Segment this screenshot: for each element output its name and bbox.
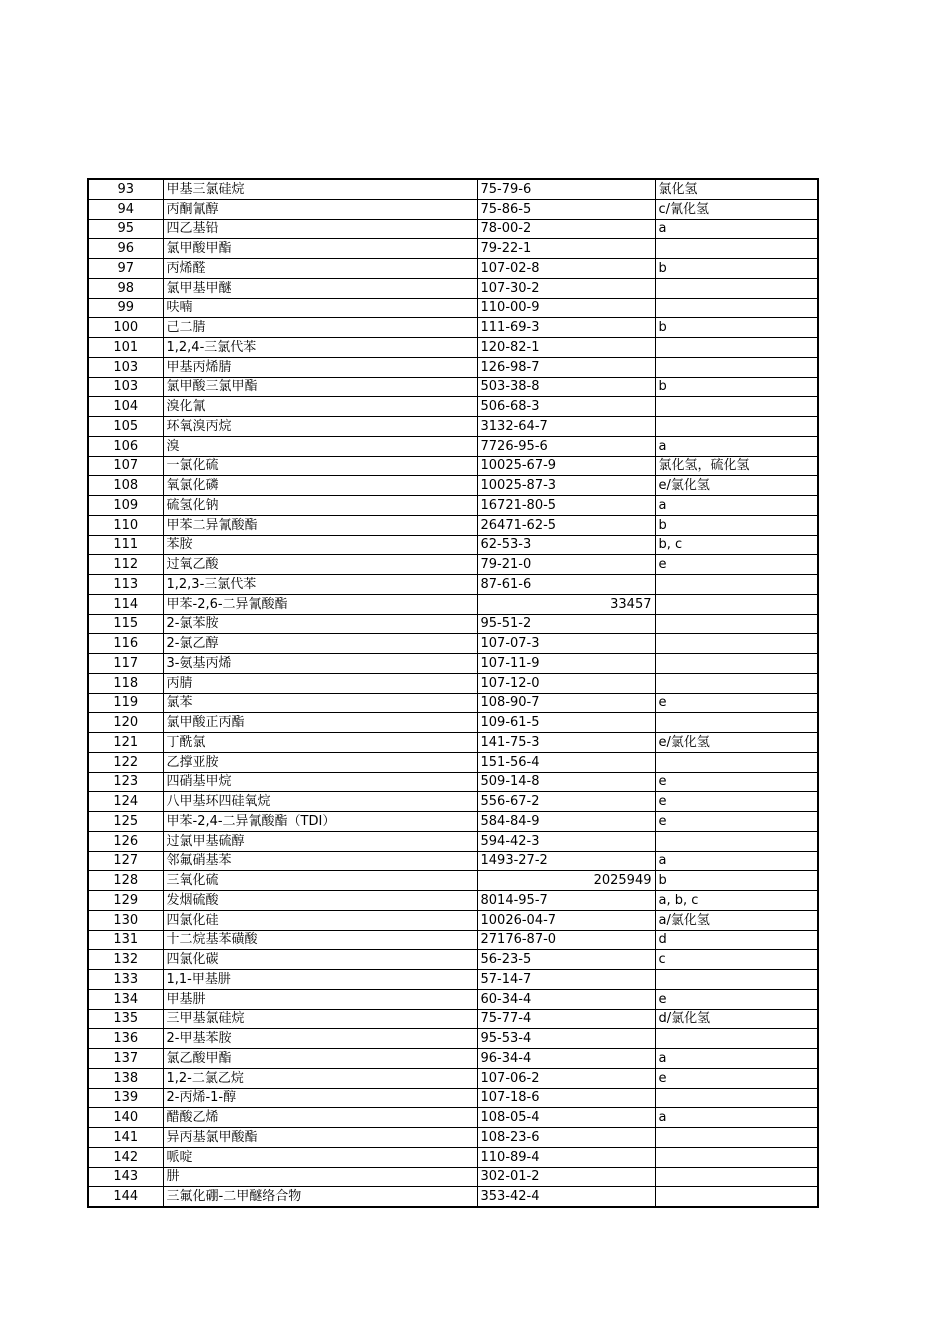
table-row: [88, 693, 818, 713]
row-number-cell: 139: [88, 1088, 163, 1108]
table-row: [88, 496, 818, 516]
chemical-name-cell: 丁酰氯: [163, 733, 477, 753]
note-cell: b: [655, 515, 818, 535]
row-number-cell: 137: [88, 1049, 163, 1069]
chemical-name-cell: 甲苯-2,6-二异氰酸酯: [163, 594, 477, 614]
table-row: [88, 436, 818, 456]
row-number-cell: 112: [88, 555, 163, 575]
row-number-cell: 105: [88, 417, 163, 437]
table-row: [88, 614, 818, 634]
table-row: [88, 1108, 818, 1128]
table-row: [88, 1147, 818, 1167]
cas-number-cell: 110-89-4: [477, 1147, 655, 1167]
chemical-name-cell: 丙腈: [163, 673, 477, 693]
table-row: [88, 298, 818, 318]
row-number-cell: 132: [88, 950, 163, 970]
table-row: [88, 634, 818, 654]
note-cell: [655, 397, 818, 417]
chemical-name-cell: 2-丙烯-1-醇: [163, 1088, 477, 1108]
cas-number-cell: 75-86-5: [477, 199, 655, 219]
cas-number-cell: 62-53-3: [477, 535, 655, 555]
note-cell: a: [655, 1049, 818, 1069]
chemical-name-cell: 邻氟硝基苯: [163, 851, 477, 871]
row-number-cell: 106: [88, 436, 163, 456]
chemical-name-cell: 氯苯: [163, 693, 477, 713]
cas-number-cell: 87-61-6: [477, 575, 655, 595]
note-cell: [655, 673, 818, 693]
row-number-cell: 119: [88, 693, 163, 713]
row-number-cell: 115: [88, 614, 163, 634]
note-cell: a: [655, 219, 818, 239]
table-row: [88, 950, 818, 970]
cas-number-cell: 7726-95-6: [477, 436, 655, 456]
table-row: [88, 1029, 818, 1049]
table-row: [88, 397, 818, 417]
note-cell: a/氯化氢: [655, 910, 818, 930]
row-number-cell: 99: [88, 298, 163, 318]
cas-number-cell: 10026-04-7: [477, 910, 655, 930]
chemical-name-cell: 硫氢化钠: [163, 496, 477, 516]
cas-number-cell: 594-42-3: [477, 831, 655, 851]
row-number-cell: 100: [88, 318, 163, 338]
chemical-name-cell: 苯胺: [163, 535, 477, 555]
cas-number-cell: 107-12-0: [477, 673, 655, 693]
note-cell: e/氯化氢: [655, 476, 818, 496]
chemical-name-cell: 呋喃: [163, 298, 477, 318]
table-row: [88, 1088, 818, 1108]
note-cell: [655, 713, 818, 733]
row-number-cell: 127: [88, 851, 163, 871]
cas-number-cell: 78-00-2: [477, 219, 655, 239]
chemical-name-cell: 丙酮氰醇: [163, 199, 477, 219]
note-cell: [655, 417, 818, 437]
chemical-name-cell: 醋酸乙烯: [163, 1108, 477, 1128]
row-number-cell: 114: [88, 594, 163, 614]
cas-number-cell: 506-68-3: [477, 397, 655, 417]
cas-number-cell: 120-82-1: [477, 338, 655, 358]
note-cell: b: [655, 318, 818, 338]
table-row: [88, 871, 818, 891]
table-row: [88, 555, 818, 575]
cas-number-cell: 75-79-6: [477, 179, 655, 199]
cas-number-cell: 107-18-6: [477, 1088, 655, 1108]
table-row: [88, 733, 818, 753]
table-row: [88, 970, 818, 990]
row-number-cell: 96: [88, 239, 163, 259]
row-number-cell: 133: [88, 970, 163, 990]
cas-number-cell: 56-23-5: [477, 950, 655, 970]
table-row: [88, 1128, 818, 1148]
table-row: [88, 377, 818, 397]
row-number-cell: 126: [88, 831, 163, 851]
cas-number-cell: 302-01-2: [477, 1167, 655, 1187]
cas-number-cell: 79-22-1: [477, 239, 655, 259]
note-cell: [655, 654, 818, 674]
table-row: [88, 515, 818, 535]
table-row: [88, 239, 818, 259]
chemical-name-cell: 1,2-二氯乙烷: [163, 1068, 477, 1088]
chemical-name-cell: 十二烷基苯磺酸: [163, 930, 477, 950]
note-cell: e: [655, 812, 818, 832]
table-row: [88, 989, 818, 1009]
row-number-cell: 143: [88, 1167, 163, 1187]
note-cell: b, c: [655, 535, 818, 555]
row-number-cell: 130: [88, 910, 163, 930]
cas-number-cell: 107-11-9: [477, 654, 655, 674]
table-row: [88, 673, 818, 693]
cas-number-cell: 96-34-4: [477, 1049, 655, 1069]
row-number-cell: 131: [88, 930, 163, 950]
table-row: [88, 1187, 818, 1207]
chemical-name-cell: 甲苯-2,4-二异氰酸酯（TDI）: [163, 812, 477, 832]
chemical-name-cell: 1,2,3-三氯代苯: [163, 575, 477, 595]
cas-number-cell: 110-00-9: [477, 298, 655, 318]
row-number-cell: 120: [88, 713, 163, 733]
note-cell: [655, 1147, 818, 1167]
table-row: [88, 179, 818, 199]
row-number-cell: 101: [88, 338, 163, 358]
table-row: [88, 338, 818, 358]
table-row: [88, 772, 818, 792]
note-cell: 氯化氢: [655, 179, 818, 199]
note-cell: e: [655, 693, 818, 713]
row-number-cell: 109: [88, 496, 163, 516]
row-number-cell: 111: [88, 535, 163, 555]
table-row: [88, 1068, 818, 1088]
table-row: [88, 812, 818, 832]
chemical-table: [87, 178, 819, 1208]
note-cell: [655, 338, 818, 358]
note-cell: [655, 1187, 818, 1207]
row-number-cell: 129: [88, 891, 163, 911]
chemical-name-cell: 3-氨基丙烯: [163, 654, 477, 674]
cas-number-cell: 95-53-4: [477, 1029, 655, 1049]
row-number-cell: 144: [88, 1187, 163, 1207]
row-number-cell: 123: [88, 772, 163, 792]
note-cell: e: [655, 989, 818, 1009]
cas-number-cell: 107-07-3: [477, 634, 655, 654]
chemical-name-cell: 甲苯二异氰酸酯: [163, 515, 477, 535]
chemical-name-cell: 四氯化硅: [163, 910, 477, 930]
note-cell: [655, 1088, 818, 1108]
table-row: [88, 1049, 818, 1069]
row-number-cell: 117: [88, 654, 163, 674]
table-row: [88, 891, 818, 911]
chemical-name-cell: 三氟化硼-二甲醚络合物: [163, 1187, 477, 1207]
note-cell: b: [655, 377, 818, 397]
row-number-cell: 134: [88, 989, 163, 1009]
row-number-cell: 118: [88, 673, 163, 693]
cas-number-cell: 95-51-2: [477, 614, 655, 634]
chemical-name-cell: 环氧溴丙烷: [163, 417, 477, 437]
table-row: [88, 851, 818, 871]
table-row: [88, 713, 818, 733]
cas-number-cell: 1493-27-2: [477, 851, 655, 871]
chemical-name-cell: 八甲基环四硅氧烷: [163, 792, 477, 812]
chemical-name-cell: 2-氯乙醇: [163, 634, 477, 654]
note-cell: a: [655, 436, 818, 456]
table-row: [88, 1167, 818, 1187]
chemical-name-cell: 三氧化硫: [163, 871, 477, 891]
table-row: [88, 792, 818, 812]
row-number-cell: 122: [88, 752, 163, 772]
cas-number-cell: 108-23-6: [477, 1128, 655, 1148]
table-row: [88, 575, 818, 595]
cas-number-cell: 503-38-8: [477, 377, 655, 397]
note-cell: c: [655, 950, 818, 970]
cas-number-cell: 141-75-3: [477, 733, 655, 753]
table-row: [88, 654, 818, 674]
cas-number-cell: 107-02-8: [477, 259, 655, 279]
chemical-name-cell: 乙撑亚胺: [163, 752, 477, 772]
chemical-table-body: [88, 179, 818, 1207]
cas-number-cell: 60-34-4: [477, 989, 655, 1009]
note-cell: [655, 1167, 818, 1187]
note-cell: [655, 752, 818, 772]
chemical-name-cell: 溴: [163, 436, 477, 456]
chemical-name-cell: 三甲基氯硅烷: [163, 1009, 477, 1029]
chemical-name-cell: 1,2,4-三氯代苯: [163, 338, 477, 358]
chemical-name-cell: 丙烯醛: [163, 259, 477, 279]
cas-number-cell: 75-77-4: [477, 1009, 655, 1029]
chemical-name-cell: 过氧乙酸: [163, 555, 477, 575]
chemical-name-cell: 发烟硫酸: [163, 891, 477, 911]
cas-number-cell: 151-56-4: [477, 752, 655, 772]
note-cell: [655, 614, 818, 634]
chemical-name-cell: 2-甲基苯胺: [163, 1029, 477, 1049]
table-row: [88, 417, 818, 437]
table-row: [88, 476, 818, 496]
note-cell: [655, 634, 818, 654]
note-cell: c/氰化氢: [655, 199, 818, 219]
row-number-cell: 108: [88, 476, 163, 496]
cas-number-cell: 33457: [477, 594, 655, 614]
cas-number-cell: 3132-64-7: [477, 417, 655, 437]
chemical-name-cell: 甲基肼: [163, 989, 477, 1009]
note-cell: a: [655, 1108, 818, 1128]
row-number-cell: 110: [88, 515, 163, 535]
row-number-cell: 94: [88, 199, 163, 219]
chemical-name-cell: 四氯化碳: [163, 950, 477, 970]
row-number-cell: 138: [88, 1068, 163, 1088]
row-number-cell: 103: [88, 377, 163, 397]
chemical-name-cell: 异丙基氯甲酸酯: [163, 1128, 477, 1148]
table-row: [88, 259, 818, 279]
cas-number-cell: 2025949: [477, 871, 655, 891]
note-cell: [655, 239, 818, 259]
note-cell: e: [655, 792, 818, 812]
chemical-name-cell: 一氯化硫: [163, 456, 477, 476]
note-cell: e: [655, 555, 818, 575]
table-row: [88, 930, 818, 950]
note-cell: b: [655, 871, 818, 891]
note-cell: e/氯化氢: [655, 733, 818, 753]
row-number-cell: 107: [88, 456, 163, 476]
note-cell: [655, 1029, 818, 1049]
note-cell: [655, 594, 818, 614]
table-row: [88, 594, 818, 614]
table-row: [88, 1009, 818, 1029]
row-number-cell: 136: [88, 1029, 163, 1049]
cas-number-cell: 509-14-8: [477, 772, 655, 792]
cas-number-cell: 107-30-2: [477, 278, 655, 298]
table-row: [88, 910, 818, 930]
cas-number-cell: 109-61-5: [477, 713, 655, 733]
cas-number-cell: 584-84-9: [477, 812, 655, 832]
row-number-cell: 141: [88, 1128, 163, 1148]
note-cell: e: [655, 1068, 818, 1088]
chemical-name-cell: 四硝基甲烷: [163, 772, 477, 792]
chemical-name-cell: 己二腈: [163, 318, 477, 338]
cas-number-cell: 8014-95-7: [477, 891, 655, 911]
cas-number-cell: 10025-67-9: [477, 456, 655, 476]
chemical-name-cell: 1,1-甲基肼: [163, 970, 477, 990]
table-row: [88, 278, 818, 298]
table-row: [88, 199, 818, 219]
cas-number-cell: 26471-62-5: [477, 515, 655, 535]
chemical-name-cell: 氯甲酸正丙酯: [163, 713, 477, 733]
cas-number-cell: 27176-87-0: [477, 930, 655, 950]
note-cell: e: [655, 772, 818, 792]
cas-number-cell: 10025-87-3: [477, 476, 655, 496]
cas-number-cell: 556-67-2: [477, 792, 655, 812]
chemical-name-cell: 过氯甲基硫醇: [163, 831, 477, 851]
note-cell: b: [655, 259, 818, 279]
note-cell: a, b, c: [655, 891, 818, 911]
note-cell: [655, 357, 818, 377]
row-number-cell: 95: [88, 219, 163, 239]
table-row: [88, 831, 818, 851]
row-number-cell: 116: [88, 634, 163, 654]
cas-number-cell: 108-05-4: [477, 1108, 655, 1128]
note-cell: a: [655, 496, 818, 516]
chemical-name-cell: 氯乙酸甲酯: [163, 1049, 477, 1069]
chemical-name-cell: 溴化氰: [163, 397, 477, 417]
table-row: [88, 535, 818, 555]
table-row: [88, 318, 818, 338]
row-number-cell: 128: [88, 871, 163, 891]
note-cell: [655, 575, 818, 595]
cas-number-cell: 126-98-7: [477, 357, 655, 377]
cas-number-cell: 111-69-3: [477, 318, 655, 338]
chemical-name-cell: 氯甲酸甲酯: [163, 239, 477, 259]
row-number-cell: 121: [88, 733, 163, 753]
note-cell: [655, 831, 818, 851]
chemical-name-cell: 氯甲酸三氯甲酯: [163, 377, 477, 397]
row-number-cell: 135: [88, 1009, 163, 1029]
row-number-cell: 142: [88, 1147, 163, 1167]
note-cell: 氯化氢，硫化氢: [655, 456, 818, 476]
note-cell: d: [655, 930, 818, 950]
chemical-name-cell: 2-氯苯胺: [163, 614, 477, 634]
cas-number-cell: 16721-80-5: [477, 496, 655, 516]
table-row: [88, 219, 818, 239]
table-row: [88, 752, 818, 772]
row-number-cell: 97: [88, 259, 163, 279]
note-cell: [655, 970, 818, 990]
note-cell: a: [655, 851, 818, 871]
row-number-cell: 93: [88, 179, 163, 199]
note-cell: [655, 278, 818, 298]
row-number-cell: 124: [88, 792, 163, 812]
table-row: [88, 456, 818, 476]
chemical-name-cell: 甲基丙烯腈: [163, 357, 477, 377]
note-cell: [655, 1128, 818, 1148]
row-number-cell: 140: [88, 1108, 163, 1128]
note-cell: d/氯化氢: [655, 1009, 818, 1029]
row-number-cell: 104: [88, 397, 163, 417]
cas-number-cell: 107-06-2: [477, 1068, 655, 1088]
row-number-cell: 103: [88, 357, 163, 377]
row-number-cell: 125: [88, 812, 163, 832]
chemical-name-cell: 氯甲基甲醚: [163, 278, 477, 298]
note-cell: [655, 298, 818, 318]
chemical-name-cell: 甲基三氯硅烷: [163, 179, 477, 199]
cas-number-cell: 353-42-4: [477, 1187, 655, 1207]
table-row: [88, 357, 818, 377]
chemical-name-cell: 肼: [163, 1167, 477, 1187]
chemical-name-cell: 哌啶: [163, 1147, 477, 1167]
cas-number-cell: 79-21-0: [477, 555, 655, 575]
cas-number-cell: 57-14-7: [477, 970, 655, 990]
row-number-cell: 113: [88, 575, 163, 595]
chemical-name-cell: 四乙基铅: [163, 219, 477, 239]
row-number-cell: 98: [88, 278, 163, 298]
cas-number-cell: 108-90-7: [477, 693, 655, 713]
chemical-name-cell: 氧氯化磷: [163, 476, 477, 496]
